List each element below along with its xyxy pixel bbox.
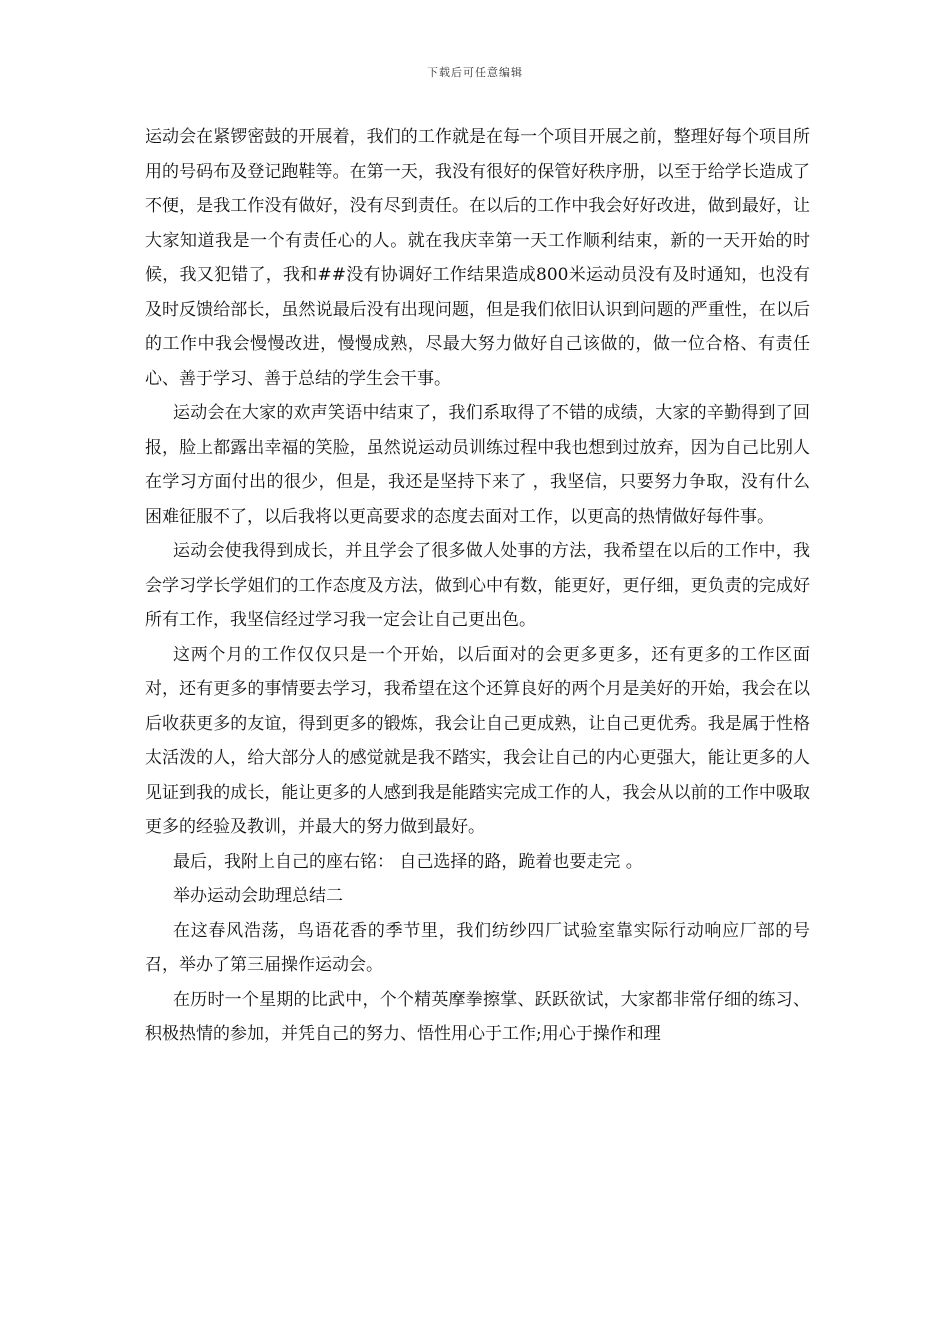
paragraph-3: 运动会使我得到成长，并且学会了很多做人处事的方法，我希望在以后的工作中，我会学习学长学姐们的工作态度及方法，做到心中有数，能更好，更仔细，更负责的完成好所有工作，我坚信经过学习我一定会让自己更出色。 [145, 541, 810, 630]
paragraph-1: 运动会在紧锣密鼓的开展着，我们的工作就是在每一个项目开展之前，整理好每个项目所用的号码布及登记跑鞋等。在第一天，我没有很好的保管好秩序册，以至于给学长造成了不便，是我工作没有做好，没有尽到责任。在以后的工作中我会好好改进，做到最好，让大家知道我是一个有责任心的人。就在我庆幸第一天工作顺利结束，新的一天开始的时候，我又犯错了，我和##没有协调好工作结果造成800米运动员没有及时通知，也没有及时反馈给部长，虽然说最后没有出现问题，但是我们依旧认识到问题的严重性，在以后的工作中我会慢慢改进，慢慢成熟，尽最大努力做好自己该做的，做一位合格、有责任心、善于学习、善于总结的学生会干事。 [145, 127, 810, 389]
paragraph-5: 在这春风浩荡，鸟语花香的季节里，我们纺纱四厂试验室靠实际行动响应厂部的号召，举办了第三届操作运动会。 [145, 920, 810, 975]
paragraph-4: 这两个月的工作仅仅只是一个开始，以后面对的会更多更多，还有更多的工作区面对，还有更多的事情要去学习，我希望在这个还算良好的两个月是美好的开始，我会在以后收获更多的友谊，得到更多的锻炼，我会让自己更成熟，让自己更优秀。我是属于性格太活泼的人，给大部分人的感觉就是我不踏实，我会让自己的内心更强大，能让更多的人见证到我的成长，能让更多的人感到我是能踏实完成工作的人，我会从以前的工作中吸取更多的经验及教训，并最大的努力做到最好。 [145, 644, 810, 837]
paragraph-6: 在历时一个星期的比武中，个个精英摩拳擦掌、跃跃欲试，大家都非常仔细的练习、积极热情的参加，并凭自己的努力、悟性用心于工作;用心于操作和理 [145, 989, 810, 1044]
page-header: 下载后可任意编辑 [427, 66, 523, 79]
motto-paragraph: 最后，我附上自己的座右铭： 自己选择的路，跪着也要走完 。 [173, 851, 643, 872]
document-body [145, 120, 810, 1052]
section-title: 举办运动会助理总结二 [173, 886, 343, 906]
paragraph-2: 运动会在大家的欢声笑语中结束了，我们系取得了不错的成绩，大家的辛勤得到了回报，脸上都露出幸福的笑脸，虽然说运动员训练过程中我也想到过放弃，因为自己比别人在学习方面付出的很少，但是，我还是坚持下来了 ，我坚信，只要努力争取，没有什么困难征服不了，以后我将以更高要求的态度去面对工作，以更高的热情做好每件事。 [145, 403, 810, 527]
